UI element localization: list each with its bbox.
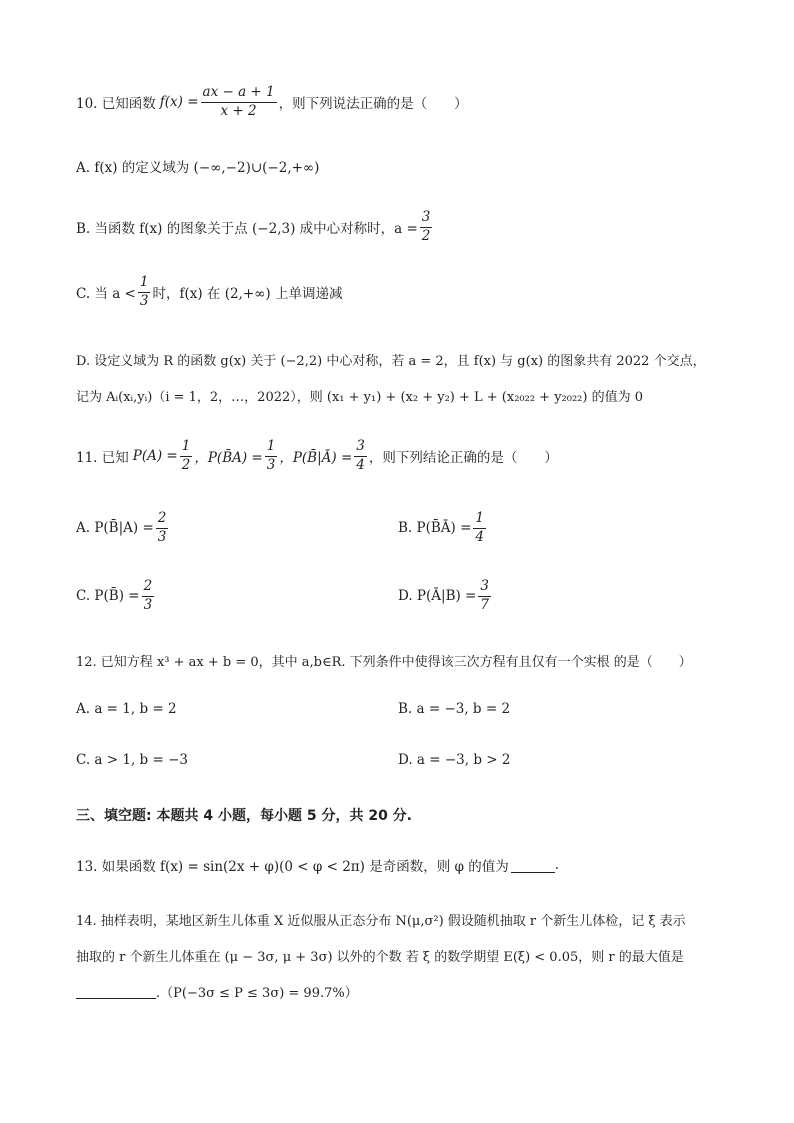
- q14-line1: 14. 抽样表明，某地区新生儿体重 X 近似服从正态分布 N(μ,σ²) 假设随机抽取 r 个新生儿体检，记 ξ 表示: [76, 914, 686, 929]
- q11-stem: [76, 440, 558, 472]
- q11-p1-label: P(A) =: [132, 448, 178, 464]
- q10-option-c: [76, 276, 342, 308]
- q11-option-b-num: 1: [473, 512, 486, 529]
- q11-option-d-label: D. P(Ā|B) =: [398, 588, 477, 604]
- q11-option-d-fraction: [478, 580, 491, 612]
- q10-numerator: ax − a + 1: [201, 86, 277, 103]
- q11-p2-label: ，P(B̄A) =: [194, 450, 263, 466]
- q11-suffix: ，则下列结论正确的是（ ）: [368, 450, 558, 466]
- q11-p3-fraction: [354, 440, 367, 472]
- q11-option-c-fraction: [142, 580, 155, 612]
- q11-option-a-label: A. P(B̄|A) =: [76, 520, 154, 536]
- q10-option-c-pre: C. 当 a <: [76, 286, 136, 302]
- q10-option-b-fraction: [420, 211, 433, 243]
- q14-line3-text: .（P(−3σ ≤ P ≤ 3σ) = 99.7%）: [156, 986, 358, 1001]
- q13-end: .: [554, 857, 560, 873]
- q11-p2-fraction: [265, 440, 278, 472]
- q14-answer-blank[interactable]: [76, 984, 156, 999]
- q10-denominator: x + 2: [220, 102, 257, 119]
- q10-option-a: A. f(x) 的定义域为 (−∞,−2)∪(−2,+∞): [76, 160, 320, 176]
- q10-fraction: [201, 86, 277, 118]
- q14-line2: 抽取的 r 个新生儿体重在 (μ − 3σ, μ + 3σ) 以外的个数 若 ξ 的数学期望 E(ξ) < 0.05，则 r 的最大值是: [76, 950, 684, 965]
- q11-p3-num: 3: [354, 440, 367, 457]
- q11-option-a-fraction: [156, 512, 169, 544]
- q10-option-b-text: B. 当函数 f(x) 的图象关于点 (−2,3) 成中心对称时，a =: [76, 221, 418, 237]
- q11-p1-num: 1: [180, 440, 193, 457]
- q12-option-d: D. a = −3, b > 2: [398, 752, 511, 768]
- q11-option-d-num: 3: [478, 580, 491, 597]
- q11-p1-den: 2: [181, 456, 191, 473]
- q11-option-d: [398, 580, 493, 612]
- q10-option-c-den: 3: [139, 292, 149, 309]
- q11-option-b-label: B. P(B̄Ā) =: [398, 520, 472, 536]
- q14-line3: [76, 982, 358, 1001]
- q11-option-c: [76, 580, 156, 612]
- q10-option-b-num: 3: [420, 211, 433, 228]
- q11-option-c-den: 3: [143, 596, 153, 613]
- q11-p2-num: 1: [265, 440, 278, 457]
- q11-p2-den: 3: [266, 456, 276, 473]
- q11-option-b-fraction: [473, 512, 486, 544]
- q11-option-a-num: 2: [156, 512, 169, 529]
- q11-option-d-den: 7: [480, 596, 489, 613]
- q13-stem: [76, 855, 559, 875]
- q11-option-b-den: 4: [475, 528, 484, 545]
- q11-p3-den: 4: [356, 456, 365, 473]
- q10-option-c-post: 时，f(x) 在 (2,+∞) 上单调递减: [152, 286, 343, 302]
- q11-option-a-den: 3: [157, 528, 167, 545]
- q11-option-c-label: C. P(B̄) =: [76, 588, 140, 604]
- q11-option-a: [76, 512, 170, 544]
- q10-option-c-fraction: [138, 276, 151, 308]
- q10-func: f(x) =: [159, 94, 199, 110]
- q11-option-c-num: 2: [142, 580, 155, 597]
- q11-p3-label: ，P(B̄|Ā) =: [279, 450, 353, 466]
- q11-p1-fraction: [180, 440, 193, 472]
- q11-prefix: 11. 已知: [76, 450, 129, 466]
- section-3-heading: 三、填空题: 本题共 4 小题，每小题 5 分，共 20 分.: [76, 808, 412, 824]
- q12-option-a: A. a = 1, b = 2: [76, 701, 177, 717]
- q12-stem: 12. 已知方程 x³ + ax + b = 0，其中 a,b∈R. 下列条件中使得该三次方程有且仅有一个实根 的是（ ）: [76, 655, 692, 670]
- q10-suffix: ，则下列说法正确的是（ ）: [278, 96, 468, 112]
- q12-option-b: B. a = −3, b = 2: [398, 701, 511, 717]
- q10-option-b-den: 2: [421, 227, 431, 244]
- q10-prefix: 10. 已知函数: [76, 96, 156, 112]
- q10-stem: [76, 86, 468, 118]
- q13-text: 13. 如果函数 f(x) = sin(2x + φ)(0 < φ < 2π) 是奇函数，则 φ 的值为: [76, 859, 509, 875]
- q12-option-c: C. a > 1, b = −3: [76, 752, 188, 768]
- q11-option-b: [398, 512, 488, 544]
- q10-option-b: [76, 211, 434, 243]
- q10-option-d-line2: 记为 Aᵢ(xᵢ,yᵢ)（i = 1，2，…，2022），则 (x₁ + y₁) + (x₂ + y₂) + L + (x₂₀₂₂ + y₂₀₂₂) 的值为 0: [76, 390, 643, 405]
- q10-option-c-num: 1: [138, 276, 151, 293]
- q10-option-d-line1: D. 设定义域为 R 的函数 g(x) 关于 (−2,2) 中心对称，若 a = 2，且 f(x) 与 g(x) 的图象共有 2022 个交点，: [76, 354, 706, 369]
- q13-answer-blank[interactable]: [511, 858, 555, 873]
